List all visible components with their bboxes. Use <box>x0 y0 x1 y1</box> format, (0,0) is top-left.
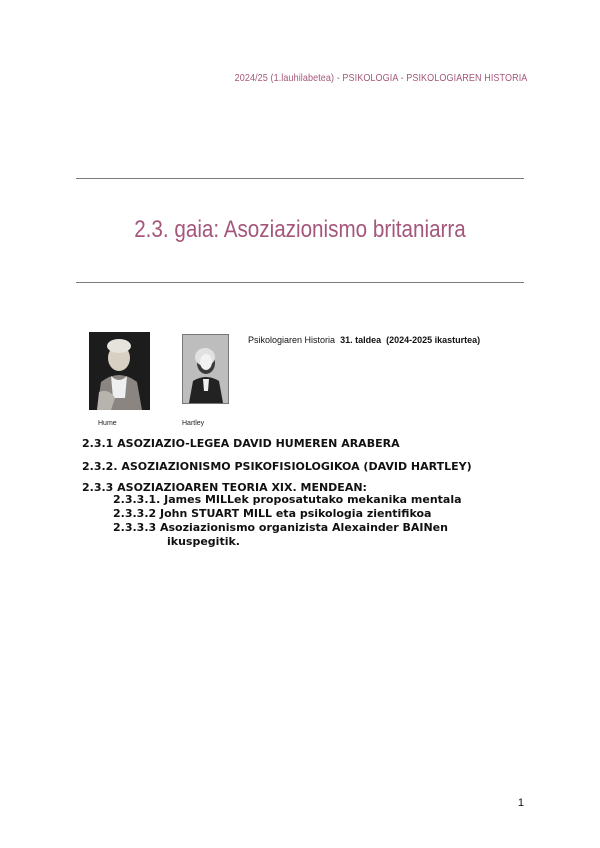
course-group: 31. taldea <box>340 335 382 345</box>
top-divider <box>76 178 524 179</box>
hartley-caption: Hartley <box>182 420 205 427</box>
bottom-divider <box>76 282 524 283</box>
course-name: Psikologiaren Historia <box>248 335 336 345</box>
toc-item-2-3-1: 2.3.1 ASOZIAZIO-LEGEA DAVID HUMEREN ARABERA <box>82 437 400 450</box>
course-info <box>248 335 480 345</box>
running-header: 2024/25 (1.lauhilabetea) - PSIKOLOGIA - PSIKOLOGIAREN HISTORIA <box>234 72 527 84</box>
toc-subitem-2-3-3-3: 2.3.3.3 Asoziazionismo organizista Alexainder BAINen <box>113 521 448 534</box>
course-year: (2024-2025 ikasturtea) <box>386 335 481 345</box>
hume-portrait <box>89 332 150 410</box>
hume-caption: Hume <box>98 420 117 427</box>
toc-item-2-3-2: 2.3.2. ASOZIAZIONISMO PSIKOFISIOLOGIKOA (DAVID HARTLEY) <box>82 460 472 473</box>
toc-subitem-2-3-3-2: 2.3.3.2 John STUART MILL eta psikologia zientifikoa <box>113 507 432 520</box>
hartley-portrait <box>182 334 229 404</box>
page-title: 2.3. gaia: Asoziazionismo britaniarra <box>134 216 466 243</box>
toc-subitem-2-3-3-3-continuation: ikuspegitik. <box>167 535 240 548</box>
toc-item-2-3-3: 2.3.3 ASOZIAZIOAREN TEORIA XIX. MENDEAN: <box>82 481 367 494</box>
toc-subitem-2-3-3-1: 2.3.3.1. James MILLek proposatutako mekanika mentala <box>113 493 462 506</box>
page-number: 1 <box>517 797 524 809</box>
